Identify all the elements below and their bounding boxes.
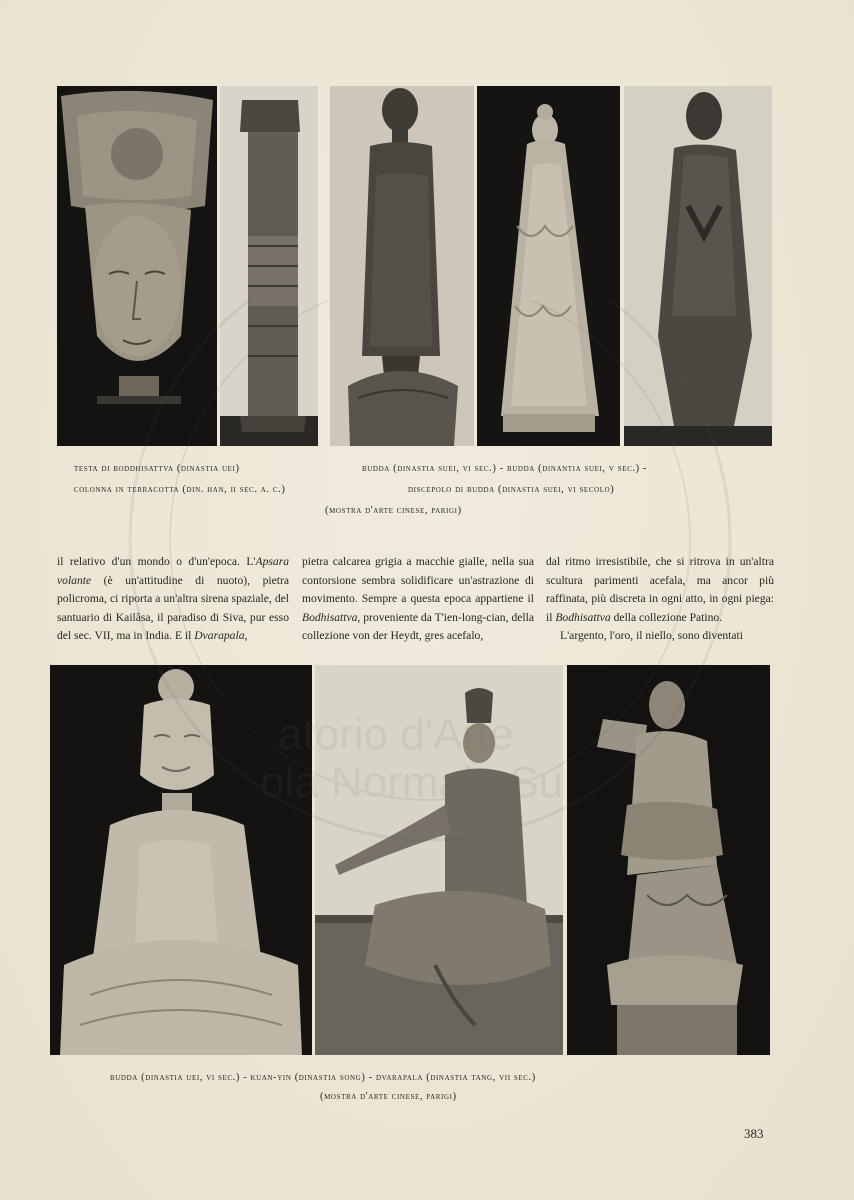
body-col3-text-a: dal ritmo irresistibile, che si ritrova in un'altra scultura parimenti acefala, ma ancor più raffinata, più discreta in ogni atto, in ogni piega: il [546, 555, 774, 624]
caption-top-right-line2: discepolo di budda (dinastia suei, vi secolo) [408, 484, 615, 495]
photo-bodhisattva-head [57, 86, 217, 446]
body-col3-italic-bodhisattva: Bodhisattva [555, 610, 611, 624]
budda-seated-sculpture [50, 665, 312, 1055]
body-col1-italic-apsara: Apsara volante [57, 555, 289, 587]
body-col1-italic-dvarapala: Dvarapala [194, 629, 245, 643]
photo-dvarapala [567, 665, 770, 1055]
disciple-sculpture [624, 86, 772, 446]
caption-top-left-line1: testa di boddhisattva (dinastia uei) [74, 463, 240, 474]
caption-bottom-source: (mostra d'arte cinese, parigi) [320, 1091, 457, 1102]
page-number: 383 [744, 1126, 764, 1141]
body-column-3 [546, 553, 774, 646]
bodhisattva-head-sculpture [57, 86, 217, 446]
body-col1-text-d: , [244, 629, 248, 643]
caption-top-right-line1: budda (dinastia suei, vi sec.) - budda (dinantia suei, v sec.) - [362, 463, 648, 474]
photo-budda-uei [50, 665, 312, 1055]
body-col2-italic-bodhisattva: Bodhisattva [302, 610, 358, 624]
budda-standing-robed-sculpture [477, 86, 620, 446]
body-col1-text-a: il relativo d'un mondo o d'un'epoca. [57, 555, 240, 568]
terracotta-column-sculpture [220, 86, 318, 446]
body-column-2 [302, 553, 534, 646]
body-col1-text-b: L' [246, 555, 256, 568]
dvarapala-sculpture [567, 665, 770, 1055]
body-col3-text-c: L'argento, l'oro, il niello, sono diventati [560, 629, 743, 643]
photo-budda-suei-vi [330, 86, 474, 446]
body-col1-text-c: (è un'attitudine di nuoto), pietra policroma, ci riporta a un'altra sirena spaziale, del santuario di Kailâsa, il paradiso di Siva, pur esso del sec. VII, ma in India. E il [57, 573, 289, 643]
photo-terracotta-column [220, 86, 318, 446]
budda-standing-sculpture [330, 86, 474, 446]
photo-discepolo-di-budda [624, 86, 772, 446]
body-col2-text-b: , proveniente da T'ien-long-cian, della collezione von der Heydt, gres acefalo, [302, 610, 534, 643]
body-column-1 [57, 553, 289, 646]
kuan-yin-seated-sculpture [315, 665, 563, 1055]
body-col2-text-a: pietra calcarea grigia a macchie gialle, nella sua contorsione sembra solidificare un'astrazione di movimento. Sempre a questa epoca appartiene il [302, 555, 534, 606]
caption-top-left-line2: colonna in terracotta (din. han, ii sec. a. c.) [74, 484, 286, 495]
caption-bottom-line1: budda (dinastia uei, vi sec.) - kuan-yin (dinastia song) - dvarapala (dinastia tang, vii sec.) [110, 1072, 536, 1083]
photo-kuan-yin [315, 665, 563, 1055]
body-col3-text-b: della collezione Patino. [610, 610, 723, 624]
photo-budda-suei-v [477, 86, 620, 446]
caption-top-source: (mostra d'arte cinese, parigi) [325, 505, 462, 516]
